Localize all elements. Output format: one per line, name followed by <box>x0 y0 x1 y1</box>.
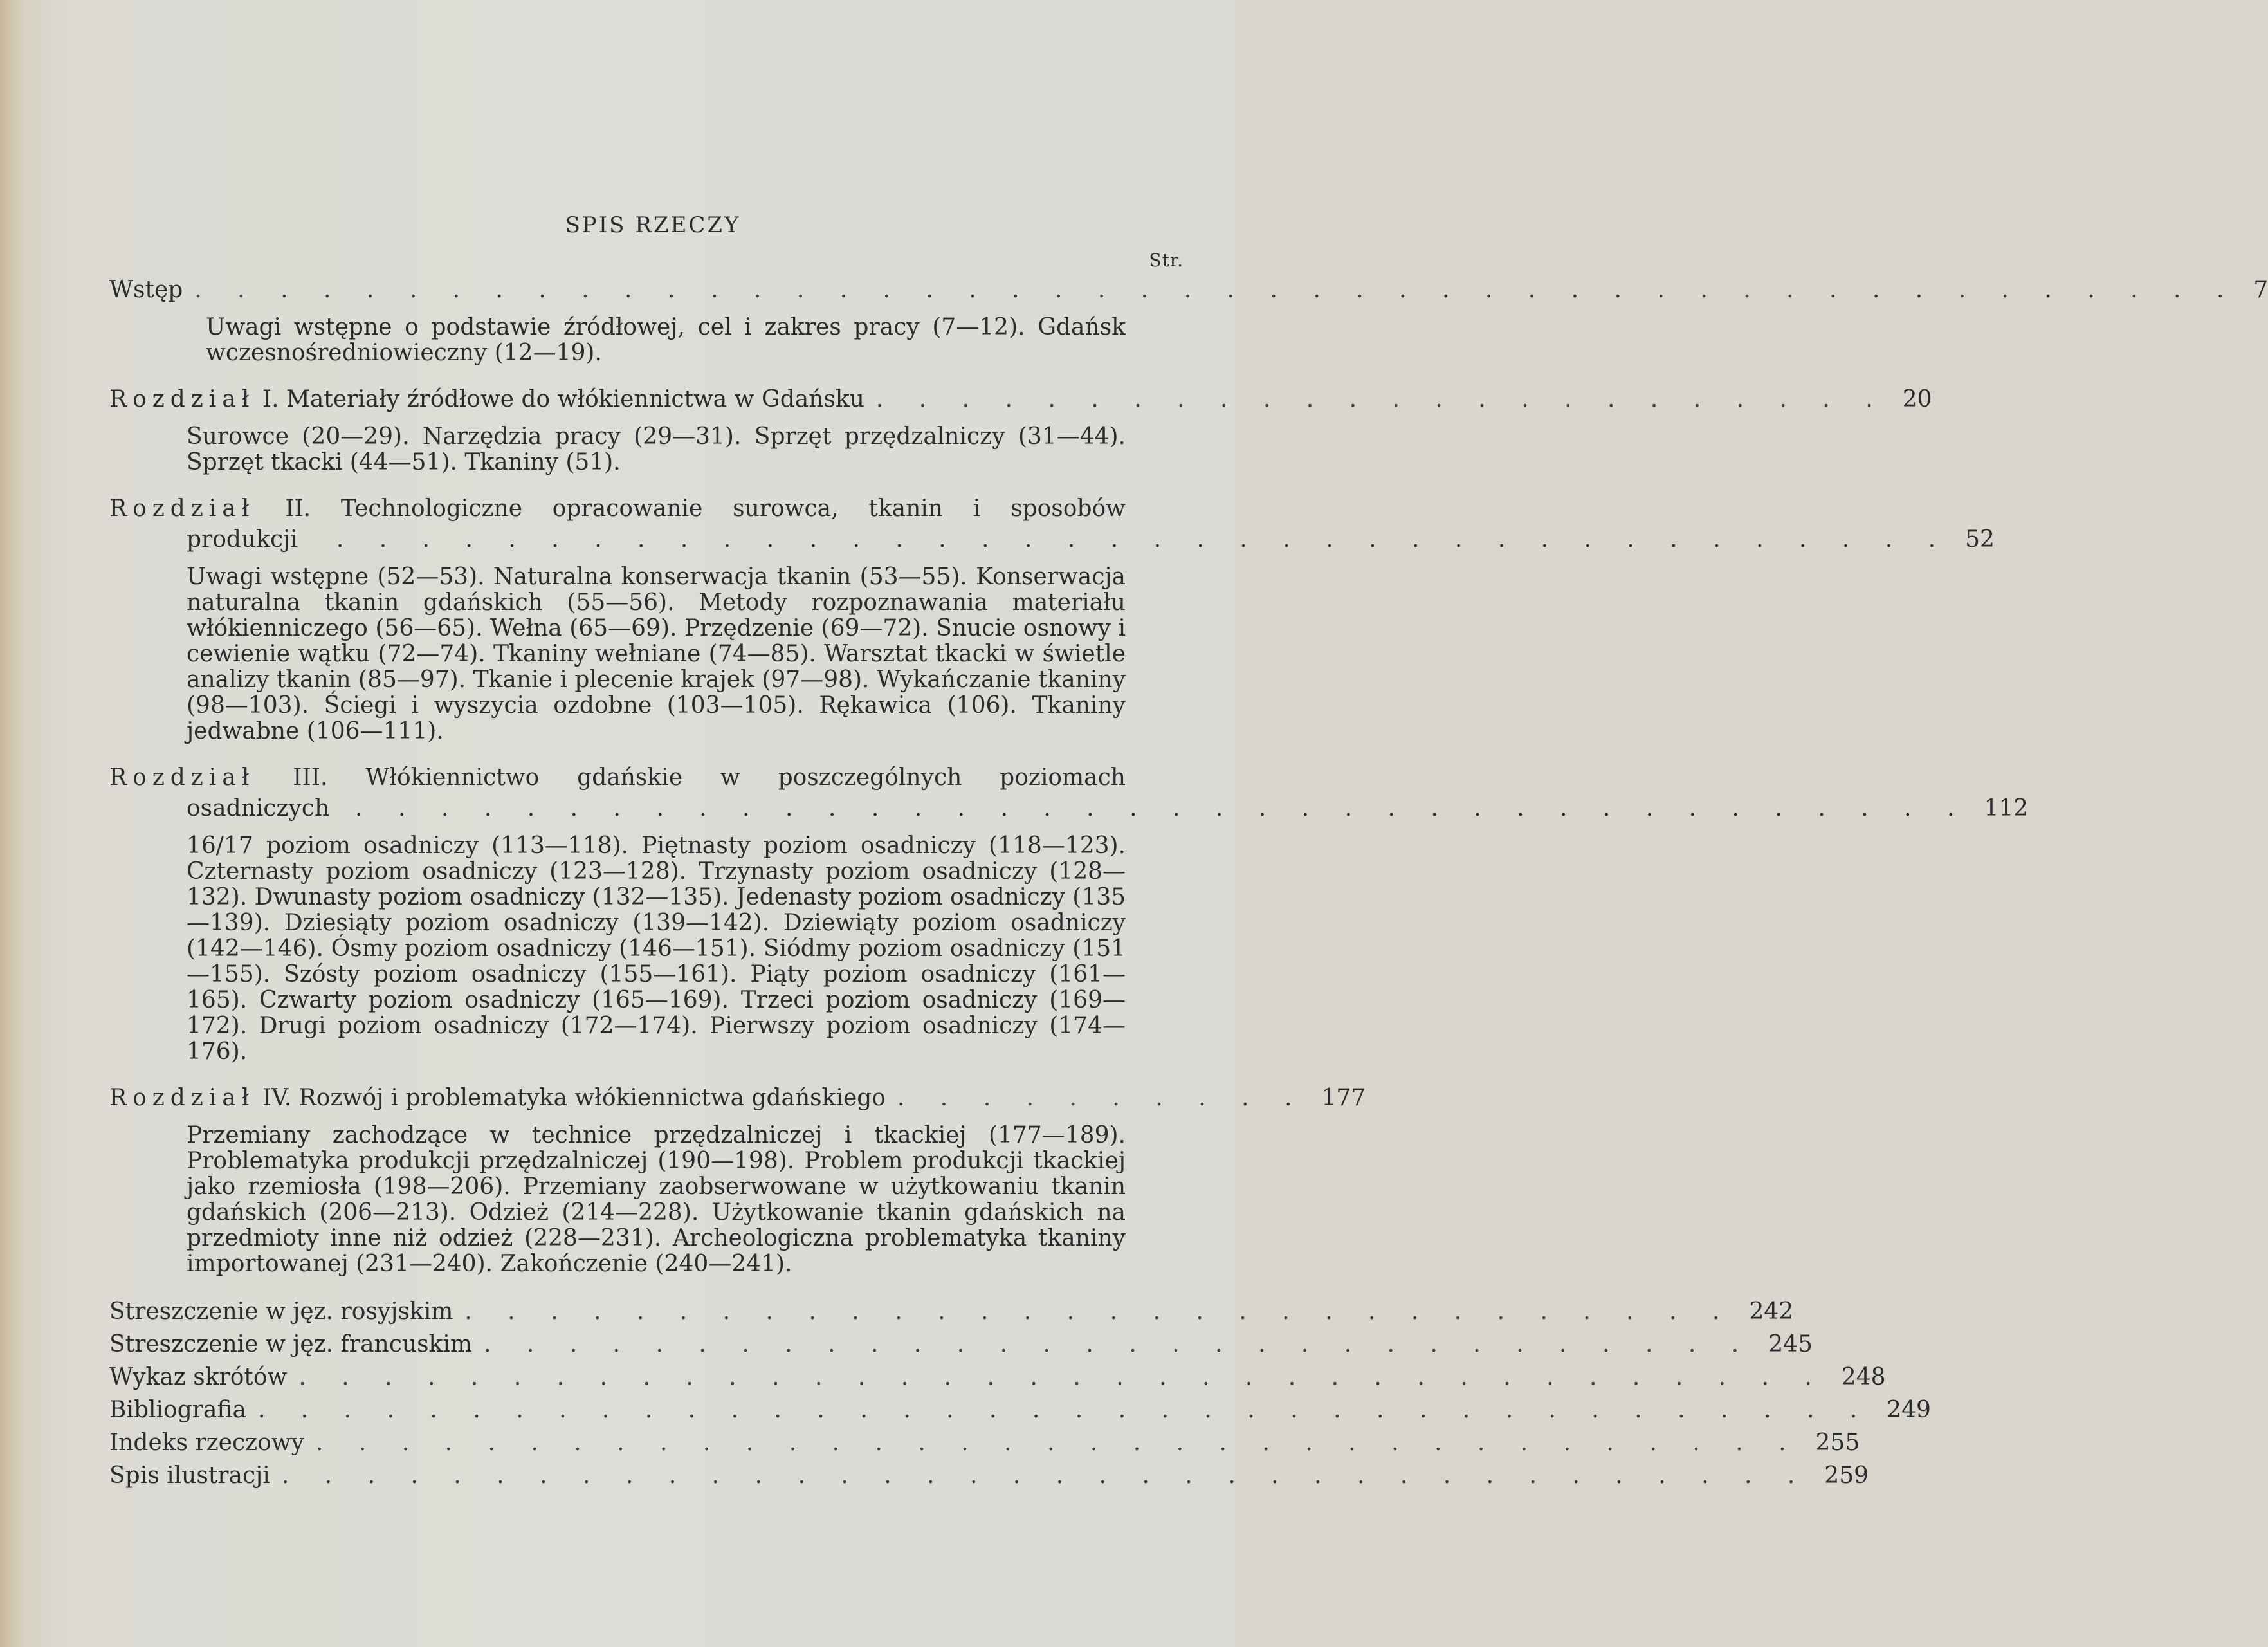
chapter-word: Rozdział <box>109 495 255 522</box>
chapter-page: 177 <box>1321 1085 1366 1111</box>
chapter-word: Rozdział <box>109 386 255 412</box>
end-matter-label: Streszczenie w jęz. rosyjskim <box>109 1298 453 1325</box>
end-matter-label: Streszczenie w jęz. francuskim <box>109 1331 473 1357</box>
chapter-summary: Uwagi wstępne (52—53). Naturalna konserwacja tkanin (53—55). Konserwacja naturalna tkanin gdańskich (55—56). Metody rozpoznawania materiału włókienniczego (56—65). Wełna (65—69). Przędzenie (69—72). Snucie osnowy i cewienie wątku (72—74). Tkaniny wełniane (74—85). Warsztat tkacki w świetle analizy tkanin (85—97). Tkanie i plecenie krajek (97—98). Wykańczanie tkaniny (98—103). Ściegi i wyszycia ozdobne (103—105). Rękawica (106). Tkaniny jedwabne (106—111). <box>187 564 1126 744</box>
end-matter-label: Indeks rzeczowy <box>109 1430 304 1456</box>
leader-dots: . . . . . . . . . . . . . . . . . . . . . . . . <box>875 386 1887 412</box>
toc-entry-chapter-4 <box>109 1083 1366 1114</box>
toc-entry-end-matter <box>109 1394 1931 1426</box>
intro-page: 7 <box>2253 277 2268 303</box>
chapter-title-cont: osadniczych <box>187 795 330 822</box>
toc-entry-end-matter <box>109 1361 1886 1394</box>
leader-dots: . . . . . . . . . . . . . . . . . . . . . . . . . . . . . . . . . . . . . . <box>355 795 1969 822</box>
leader-dots: . . . . . . . . . . . . . . . . . . . . . . . . . . . . . . <box>484 1331 1753 1357</box>
end-matter-page: 245 <box>1768 1331 1813 1357</box>
end-matter-page: 255 <box>1815 1430 1860 1456</box>
table-of-contents <box>109 212 2268 1492</box>
leader-dots: . . . . . . . . . . . . . . . . . . . . . . . . . . . . . . . . . . . . <box>281 1462 1809 1489</box>
chapter-title: IV. Rozwój i problematyka włókiennictwa gdańskiego <box>262 1085 886 1111</box>
chapter-summary: Surowce (20—29). Narzędzia pracy (29—31). Sprzęt przędzalniczy (31—44). Sprzęt tkacki (44—51). Tkaniny (51). <box>187 423 1126 475</box>
end-matter-page: 259 <box>1824 1462 1869 1489</box>
leader-dots: . . . . . . . . . . . . . . . . . . . . . . . . . . . . . . <box>464 1298 1734 1325</box>
chapter-title: II. Technologiczne opracowanie surowca, tkanin i sposobów <box>285 495 1126 522</box>
leader-dots: . . . . . . . . . . . . . . . . . . . . . . . . . . . . . . . . . . . . . . <box>257 1397 1872 1423</box>
end-matter-list <box>109 1295 1931 1492</box>
chapter-title: III. Włókiennictwo gdańskie w poszczególnych poziomach <box>293 764 1126 791</box>
leader-dots: . . . . . . . . . . . . . . . . . . . . . . . . . . . . . . . . . . . . <box>298 1364 1826 1390</box>
chapter-word: Rozdział <box>109 1085 255 1111</box>
leader-dots: . . . . . . . . . . . . . . . . . . . . . . . . . . . . . . . . . . . . . . . . . . . . . . . . <box>194 277 2238 303</box>
toc-entry-end-matter <box>109 1295 1794 1328</box>
end-matter-label: Bibliografia <box>109 1397 246 1423</box>
intro-label: Wstęp <box>109 277 183 303</box>
intro-summary: Uwagi wstępne o podstawie źródłowej, cel i zakres pracy (7—12). Gdańsk wczesnośredniowieczny (12—19). <box>206 314 1126 366</box>
chapter-title-continuation <box>109 524 1995 555</box>
toc-entry-chapter-2 <box>109 493 1126 524</box>
leader-dots: . . . . . . . . . . . . . . . . . . . . . . . . . . . . . . . . . . . . . . <box>336 526 1950 553</box>
end-matter-page: 249 <box>1887 1397 1931 1423</box>
page-column-header: Str. <box>1149 250 1184 271</box>
end-matter-page: 248 <box>1841 1364 1886 1390</box>
toc-entry-chapter-1 <box>109 384 1932 415</box>
chapter-page: 112 <box>1984 795 2029 822</box>
toc-entry-chapter-3 <box>109 762 1126 793</box>
end-matter-label: Spis ilustracji <box>109 1462 270 1489</box>
toc-entry-end-matter <box>109 1459 1869 1492</box>
chapter-page: 52 <box>1965 526 1995 553</box>
end-matter-label: Wykaz skrótów <box>109 1364 288 1390</box>
chapter-title-continuation <box>109 793 2029 824</box>
toc-entry-end-matter <box>109 1426 1860 1459</box>
leader-dots: . . . . . . . . . . . . . . . . . . . . . . . . . . . . . . . . . . . <box>315 1430 1800 1456</box>
leader-dots: . . . . . . . . . . <box>897 1085 1306 1111</box>
toc-entry-intro <box>109 275 2268 306</box>
chapter-page: 20 <box>1902 386 1932 412</box>
chapter-title-cont: produkcji <box>187 526 298 553</box>
toc-entry-end-matter <box>109 1328 1813 1361</box>
chapter-summary: 16/17 poziom osadniczy (113—118). Piętnasty poziom osadniczy (118—123). Czternasty poziom osadniczy (123—128). Trzynasty poziom osadniczy (128—132). Dwunasty poziom osadniczy (132—135). Jedenasty poziom osadniczy (135—139). Dziesiąty poziom osadniczy (139—142). Dziewiąty poziom osadniczy (142—146). Ósmy poziom osadniczy (146—151). Siódmy poziom osadniczy (151—155). Szósty poziom osadniczy (155—161). Piąty poziom osadniczy (161—165). Czwarty poziom osadniczy (165—169). Trzeci poziom osadniczy (169—172). Drugi poziom osadniczy (172—174). Pierwszy poziom osadniczy (174—176). <box>187 833 1126 1065</box>
chapter-summary: Przemiany zachodzące w technice przędzalniczej i tkackiej (177—189). Problematyka produkcji przędzalniczej (190—198). Problem produkcji tkackiej jako rzemiosła (198—206). Przemiany zaobserwowane w użytkowaniu tkanin gdańskich (206—213). Odzież (214—228). Użytkowanie tkanin gdańskich na przedmioty inne niż odzież (228—231). Archeologiczna problematyka tkaniny importowanej (231—240). Zakończenie (240—241). <box>187 1122 1126 1277</box>
end-matter-page: 242 <box>1749 1298 1794 1325</box>
chapter-title: I. Materiały źródłowe do włókiennictwa w Gdańsku <box>262 386 864 412</box>
chapter-word: Rozdział <box>109 764 255 791</box>
page-title: SPIS RZECZY <box>565 212 741 238</box>
